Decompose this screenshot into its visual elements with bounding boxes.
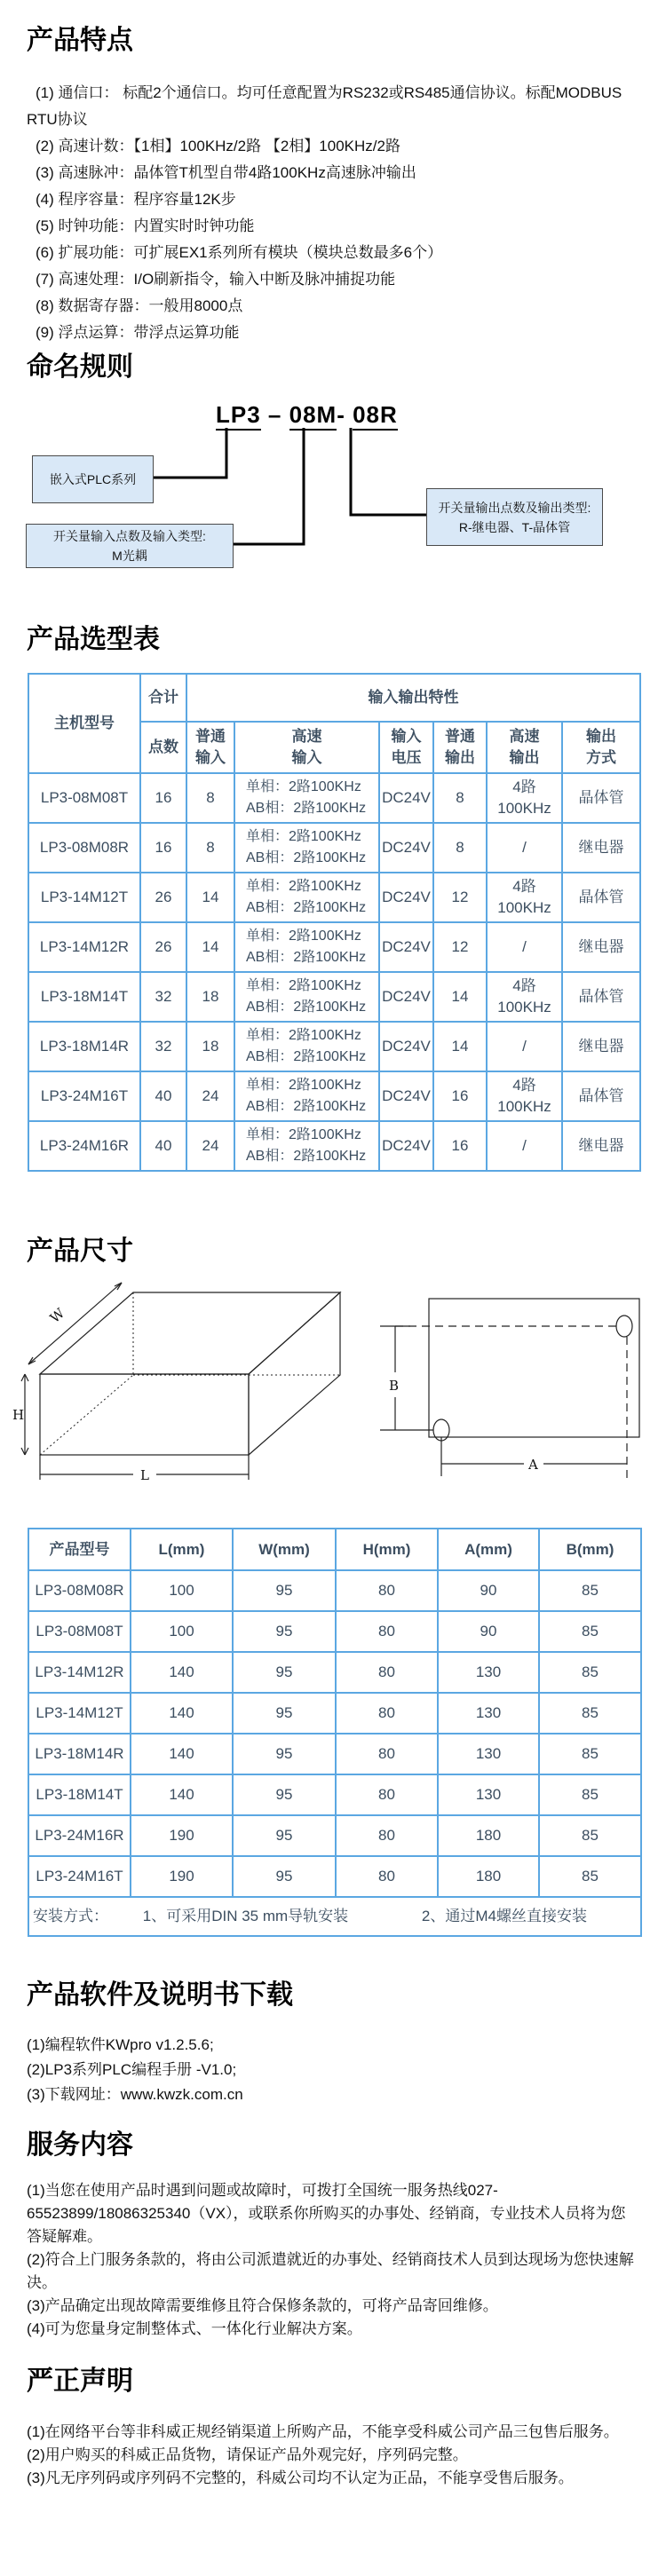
table-cell: 14 — [186, 873, 234, 922]
table-row — [28, 1815, 641, 1856]
table-cell: 16 — [433, 1121, 487, 1171]
table-cell: 95 — [233, 1815, 336, 1856]
table-row — [28, 1611, 641, 1652]
naming-box-output-line1: 开关量输出点数及输出类型: — [438, 500, 591, 515]
column-header: W(mm) — [233, 1529, 336, 1570]
table-cell: 单相：2路100KHz AB相：2路100KHz — [234, 873, 379, 922]
table-cell: 85 — [539, 1856, 641, 1897]
column-header: A(mm) — [438, 1529, 539, 1570]
download-item: (3)下载网址：www.kwzk.com.cn — [27, 2086, 243, 2103]
table-cell: LP3-24M16R — [28, 1121, 140, 1171]
col-header-points: 点数 — [140, 722, 186, 773]
service-item: (1)当您在使用产品时遇到问题或故障时，可拨打全国统一服务热线027-65523899/18086325340（VX），或联系你所购买的办事处、经销商，专业技术人员将为您答疑解难。 — [27, 2182, 626, 2245]
table-cell: 140 — [131, 1774, 233, 1815]
table-cell: 单相：2路100KHz AB相：2路100KHz — [234, 922, 379, 972]
table-cell: 190 — [131, 1815, 233, 1856]
table-cell: 95 — [233, 1693, 336, 1734]
table-cell: / — [487, 1022, 562, 1071]
table-cell: 85 — [539, 1652, 641, 1693]
table-cell: 190 — [131, 1856, 233, 1897]
table-cell: 80 — [336, 1570, 438, 1611]
table-cell: 单相：2路100KHz AB相：2路100KHz — [234, 1022, 379, 1071]
table-cell: 32 — [140, 1022, 186, 1071]
downloads-section-title: 产品软件及说明书下载 — [27, 1980, 293, 2010]
naming-box-output-line2: R-继电器、T-晶体管 — [458, 519, 571, 534]
table-cell: 85 — [539, 1774, 641, 1815]
table-cell: LP3-08M08R — [28, 1570, 131, 1611]
table-cell: 继电器 — [562, 1121, 640, 1171]
table-cell: 95 — [233, 1734, 336, 1774]
table-cell: LP3-14M12T — [28, 1693, 131, 1734]
table-cell: / — [487, 823, 562, 873]
table-row — [28, 972, 640, 1022]
col-header-high-in: 高速 输入 — [234, 722, 379, 773]
selection-header-row-1 — [28, 674, 640, 722]
statement-item: (3)凡无序列码或序列码不完整的，科威公司均不认定为正品，不能享受售后服务。 — [27, 2469, 574, 2486]
downloads-list — [27, 2033, 639, 2107]
feature-item: (3) 高速脉冲：晶体管T机型自带4路100KHz高速脉冲输出 — [36, 164, 416, 181]
naming-box-input-line1: 开关量输入点数及输入类型: — [53, 529, 206, 543]
col-header-io: 输入输出特性 — [186, 674, 640, 722]
naming-box-output — [426, 488, 603, 546]
feature-item: (4) 程序容量：程序容量12K步 — [36, 191, 236, 208]
naming-box-series-label: 嵌入式PLC系列 — [49, 472, 137, 486]
table-cell: 140 — [131, 1652, 233, 1693]
statement-item: (2)用户购买的科威正品货物，请保证产品外观完好，序列码完整。 — [27, 2446, 468, 2463]
table-row — [28, 922, 640, 972]
table-cell: 95 — [233, 1570, 336, 1611]
table-cell: LP3-08M08T — [28, 1611, 131, 1652]
model-code-sep: – — [260, 401, 289, 428]
table-cell: LP3-08M08T — [28, 773, 140, 823]
table-cell: 单相：2路100KHz AB相：2路100KHz — [234, 823, 379, 873]
selection-table — [28, 673, 641, 1172]
model-code-output: 08R — [353, 401, 398, 431]
col-header-model: 主机型号 — [28, 674, 140, 773]
table-cell: 180 — [438, 1815, 539, 1856]
naming-box-series — [32, 455, 154, 503]
table-cell: 40 — [140, 1071, 186, 1121]
table-cell: LP3-24M16T — [28, 1856, 131, 1897]
table-cell: 130 — [438, 1652, 539, 1693]
table-cell: LP3-24M16R — [28, 1815, 131, 1856]
table-row — [28, 1693, 641, 1734]
statement-list — [27, 2421, 639, 2490]
download-item: (1)编程软件KWpro v1.2.5.6; — [27, 2036, 214, 2053]
dim-label-a: A — [528, 1457, 538, 1473]
table-cell: 4路 100KHz — [487, 1071, 562, 1121]
table-cell: 16 — [140, 823, 186, 873]
dim-label-w: W — [46, 1305, 68, 1327]
col-header-out-mode: 输出 方式 — [562, 722, 640, 773]
dimensions-section-title: 产品尺寸 — [27, 1237, 133, 1266]
table-cell: 晶体管 — [562, 773, 640, 823]
naming-box-input — [26, 524, 234, 568]
table-cell: DC24V — [379, 823, 433, 873]
table-cell: 8 — [186, 773, 234, 823]
table-cell: LP3-14M12R — [28, 1652, 131, 1693]
table-cell: LP3-18M14T — [28, 972, 140, 1022]
statement-section-title: 严正声明 — [27, 2367, 133, 2396]
table-cell: DC24V — [379, 922, 433, 972]
table-cell: LP3-14M12T — [28, 873, 140, 922]
mounting-item-2: 2、通过M4螺丝直接安装 — [421, 1908, 587, 1924]
naming-section-title: 命名规则 — [27, 352, 133, 382]
column-header: L(mm) — [131, 1529, 233, 1570]
table-row — [28, 1071, 640, 1121]
model-code-series: LP3 — [216, 401, 261, 431]
features-section-title: 产品特点 — [27, 26, 133, 55]
mounting-row — [28, 1897, 641, 1936]
naming-box-input-line2: M光耦 — [112, 549, 147, 563]
table-cell: DC24V — [379, 873, 433, 922]
table-cell: 85 — [539, 1570, 641, 1611]
table-cell: 80 — [336, 1611, 438, 1652]
table-cell: DC24V — [379, 1022, 433, 1071]
service-item: (3)产品确定出现故障需要维修且符合保修条款的，可将产品寄回维修。 — [27, 2297, 498, 2314]
feature-item: (2) 高速计数：【1相】100KHz/2路 【2相】100KHz/2路 — [36, 138, 400, 154]
service-list — [27, 2179, 639, 2341]
service-section-title: 服务内容 — [27, 2130, 133, 2160]
table-cell: 40 — [140, 1121, 186, 1171]
table-row — [28, 1856, 641, 1897]
feature-item: (6) 扩展功能：可扩展EX1系列所有模块（模块总数最多6个） — [36, 244, 443, 261]
model-code-input: 08M — [289, 401, 337, 431]
dimensions-table — [28, 1528, 642, 1937]
table-cell: 8 — [433, 773, 487, 823]
model-code — [216, 401, 398, 429]
naming-diagram — [0, 391, 666, 617]
table-cell: 130 — [438, 1734, 539, 1774]
table-cell: 18 — [186, 972, 234, 1022]
dimensions-header-row — [28, 1529, 641, 1570]
table-cell: 100 — [131, 1611, 233, 1652]
table-cell: 80 — [336, 1652, 438, 1693]
table-cell: 14 — [186, 922, 234, 972]
table-cell: 16 — [140, 773, 186, 823]
table-cell: DC24V — [379, 1121, 433, 1171]
table-cell: 180 — [438, 1856, 539, 1897]
table-row — [28, 873, 640, 922]
table-cell: 18 — [186, 1022, 234, 1071]
table-row — [28, 1570, 641, 1611]
features-list — [27, 80, 639, 346]
table-cell: 单相：2路100KHz AB相：2路100KHz — [234, 972, 379, 1022]
download-item: (2)LP3系列PLC编程手册 -V1.0; — [27, 2061, 237, 2078]
column-header: H(mm) — [336, 1529, 438, 1570]
table-cell: 80 — [336, 1815, 438, 1856]
feature-item: (9) 浮点运算：带浮点运算功能 — [36, 324, 240, 341]
table-cell: 8 — [186, 823, 234, 873]
table-cell: DC24V — [379, 1071, 433, 1121]
table-cell: 80 — [336, 1856, 438, 1897]
table-cell: / — [487, 1121, 562, 1171]
table-cell: 单相：2路100KHz AB相：2路100KHz — [234, 1121, 379, 1171]
table-cell: 12 — [433, 922, 487, 972]
table-cell: LP3-18M14T — [28, 1774, 131, 1815]
table-cell: 85 — [539, 1693, 641, 1734]
table-cell: 130 — [438, 1774, 539, 1815]
table-cell: 晶体管 — [562, 1071, 640, 1121]
col-header-normal-in: 普通 输入 — [186, 722, 234, 773]
table-cell: 4路 100KHz — [487, 972, 562, 1022]
table-cell: 24 — [186, 1121, 234, 1171]
service-item: (4)可为您量身定制整体式、一体化行业解决方案。 — [27, 2320, 362, 2337]
table-cell: LP3-14M12R — [28, 922, 140, 972]
table-cell: 晶体管 — [562, 873, 640, 922]
dim-label-b: B — [389, 1378, 400, 1394]
column-header: 产品型号 — [28, 1529, 131, 1570]
table-cell: LP3-18M14R — [28, 1734, 131, 1774]
table-cell: 26 — [140, 873, 186, 922]
table-cell: 32 — [140, 972, 186, 1022]
table-cell: 95 — [233, 1774, 336, 1815]
table-cell: 12 — [433, 873, 487, 922]
table-cell: 4路 100KHz — [487, 773, 562, 823]
table-cell: 24 — [186, 1071, 234, 1121]
table-cell: LP3-24M16T — [28, 1071, 140, 1121]
table-cell: DC24V — [379, 773, 433, 823]
selection-section-title: 产品选型表 — [27, 625, 160, 654]
table-cell: 90 — [438, 1570, 539, 1611]
table-cell: 95 — [233, 1856, 336, 1897]
feature-item: (5) 时钟功能：内置实时时钟功能 — [36, 217, 255, 234]
col-header-total: 合计 — [140, 674, 186, 722]
table-cell: 140 — [131, 1734, 233, 1774]
table-cell: DC24V — [379, 972, 433, 1022]
table-cell: / — [487, 922, 562, 972]
table-row — [28, 1022, 640, 1071]
dim-label-l: L — [140, 1467, 149, 1483]
col-header-high-out: 高速 输出 — [487, 722, 562, 773]
table-cell: 晶体管 — [562, 972, 640, 1022]
mounting-item-1: 1、可采用DIN 35 mm导轨安装 — [142, 1908, 349, 1924]
table-cell: 14 — [433, 972, 487, 1022]
table-row — [28, 1121, 640, 1171]
table-cell: LP3-18M14R — [28, 1022, 140, 1071]
statement-item: (1)在网络平台等非科威正规经销渠道上所购产品，不能享受科威公司产品三包售后服务。 — [27, 2423, 619, 2440]
col-header-voltage: 输入 电压 — [379, 722, 433, 773]
table-cell: 8 — [433, 823, 487, 873]
table-cell: 单相：2路100KHz AB相：2路100KHz — [234, 773, 379, 823]
feature-item: (8) 数据寄存器：一般用8000点 — [36, 297, 243, 314]
column-header: B(mm) — [539, 1529, 641, 1570]
table-cell: 95 — [233, 1652, 336, 1693]
mounting-cell — [28, 1897, 641, 1936]
service-item: (2)符合上门服务条款的，将由公司派遣就近的办事处、经销商技术人员到达现场为您快速解决。 — [27, 2251, 634, 2291]
table-cell: 继电器 — [562, 1022, 640, 1071]
feature-item: (7) 高速处理：I/O刷新指令，输入中断及脉冲捕捉功能 — [36, 271, 396, 288]
table-cell: 100 — [131, 1570, 233, 1611]
mounting-label: 安装方式： — [33, 1908, 108, 1924]
table-cell: 继电器 — [562, 823, 640, 873]
table-cell: 80 — [336, 1774, 438, 1815]
table-cell: 95 — [233, 1611, 336, 1652]
table-cell: 90 — [438, 1611, 539, 1652]
dim-label-h: H — [12, 1407, 25, 1423]
table-cell: 4路 100KHz — [487, 873, 562, 922]
table-cell: 26 — [140, 922, 186, 972]
table-cell: 85 — [539, 1611, 641, 1652]
table-row — [28, 1734, 641, 1774]
table-cell: 80 — [336, 1693, 438, 1734]
col-header-normal-out: 普通 输出 — [433, 722, 487, 773]
table-row — [28, 773, 640, 823]
table-row — [28, 823, 640, 873]
table-cell: 130 — [438, 1693, 539, 1734]
table-cell: 单相：2路100KHz AB相：2路100KHz — [234, 1071, 379, 1121]
table-cell: 16 — [433, 1071, 487, 1121]
feature-item: (1) 通信口： 标配2个通信口。均可任意配置为RS232或RS485通信协议。标配MODBUS RTU协议 — [27, 84, 622, 128]
table-cell: 85 — [539, 1734, 641, 1774]
table-cell: 85 — [539, 1815, 641, 1856]
table-row — [28, 1652, 641, 1693]
model-code-sep: - — [337, 401, 353, 428]
table-cell: 80 — [336, 1734, 438, 1774]
table-cell: 继电器 — [562, 922, 640, 972]
table-cell: LP3-08M08R — [28, 823, 140, 873]
table-cell: 140 — [131, 1693, 233, 1734]
dimension-drawings — [0, 1279, 666, 1492]
table-row — [28, 1774, 641, 1815]
table-cell: 14 — [433, 1022, 487, 1071]
